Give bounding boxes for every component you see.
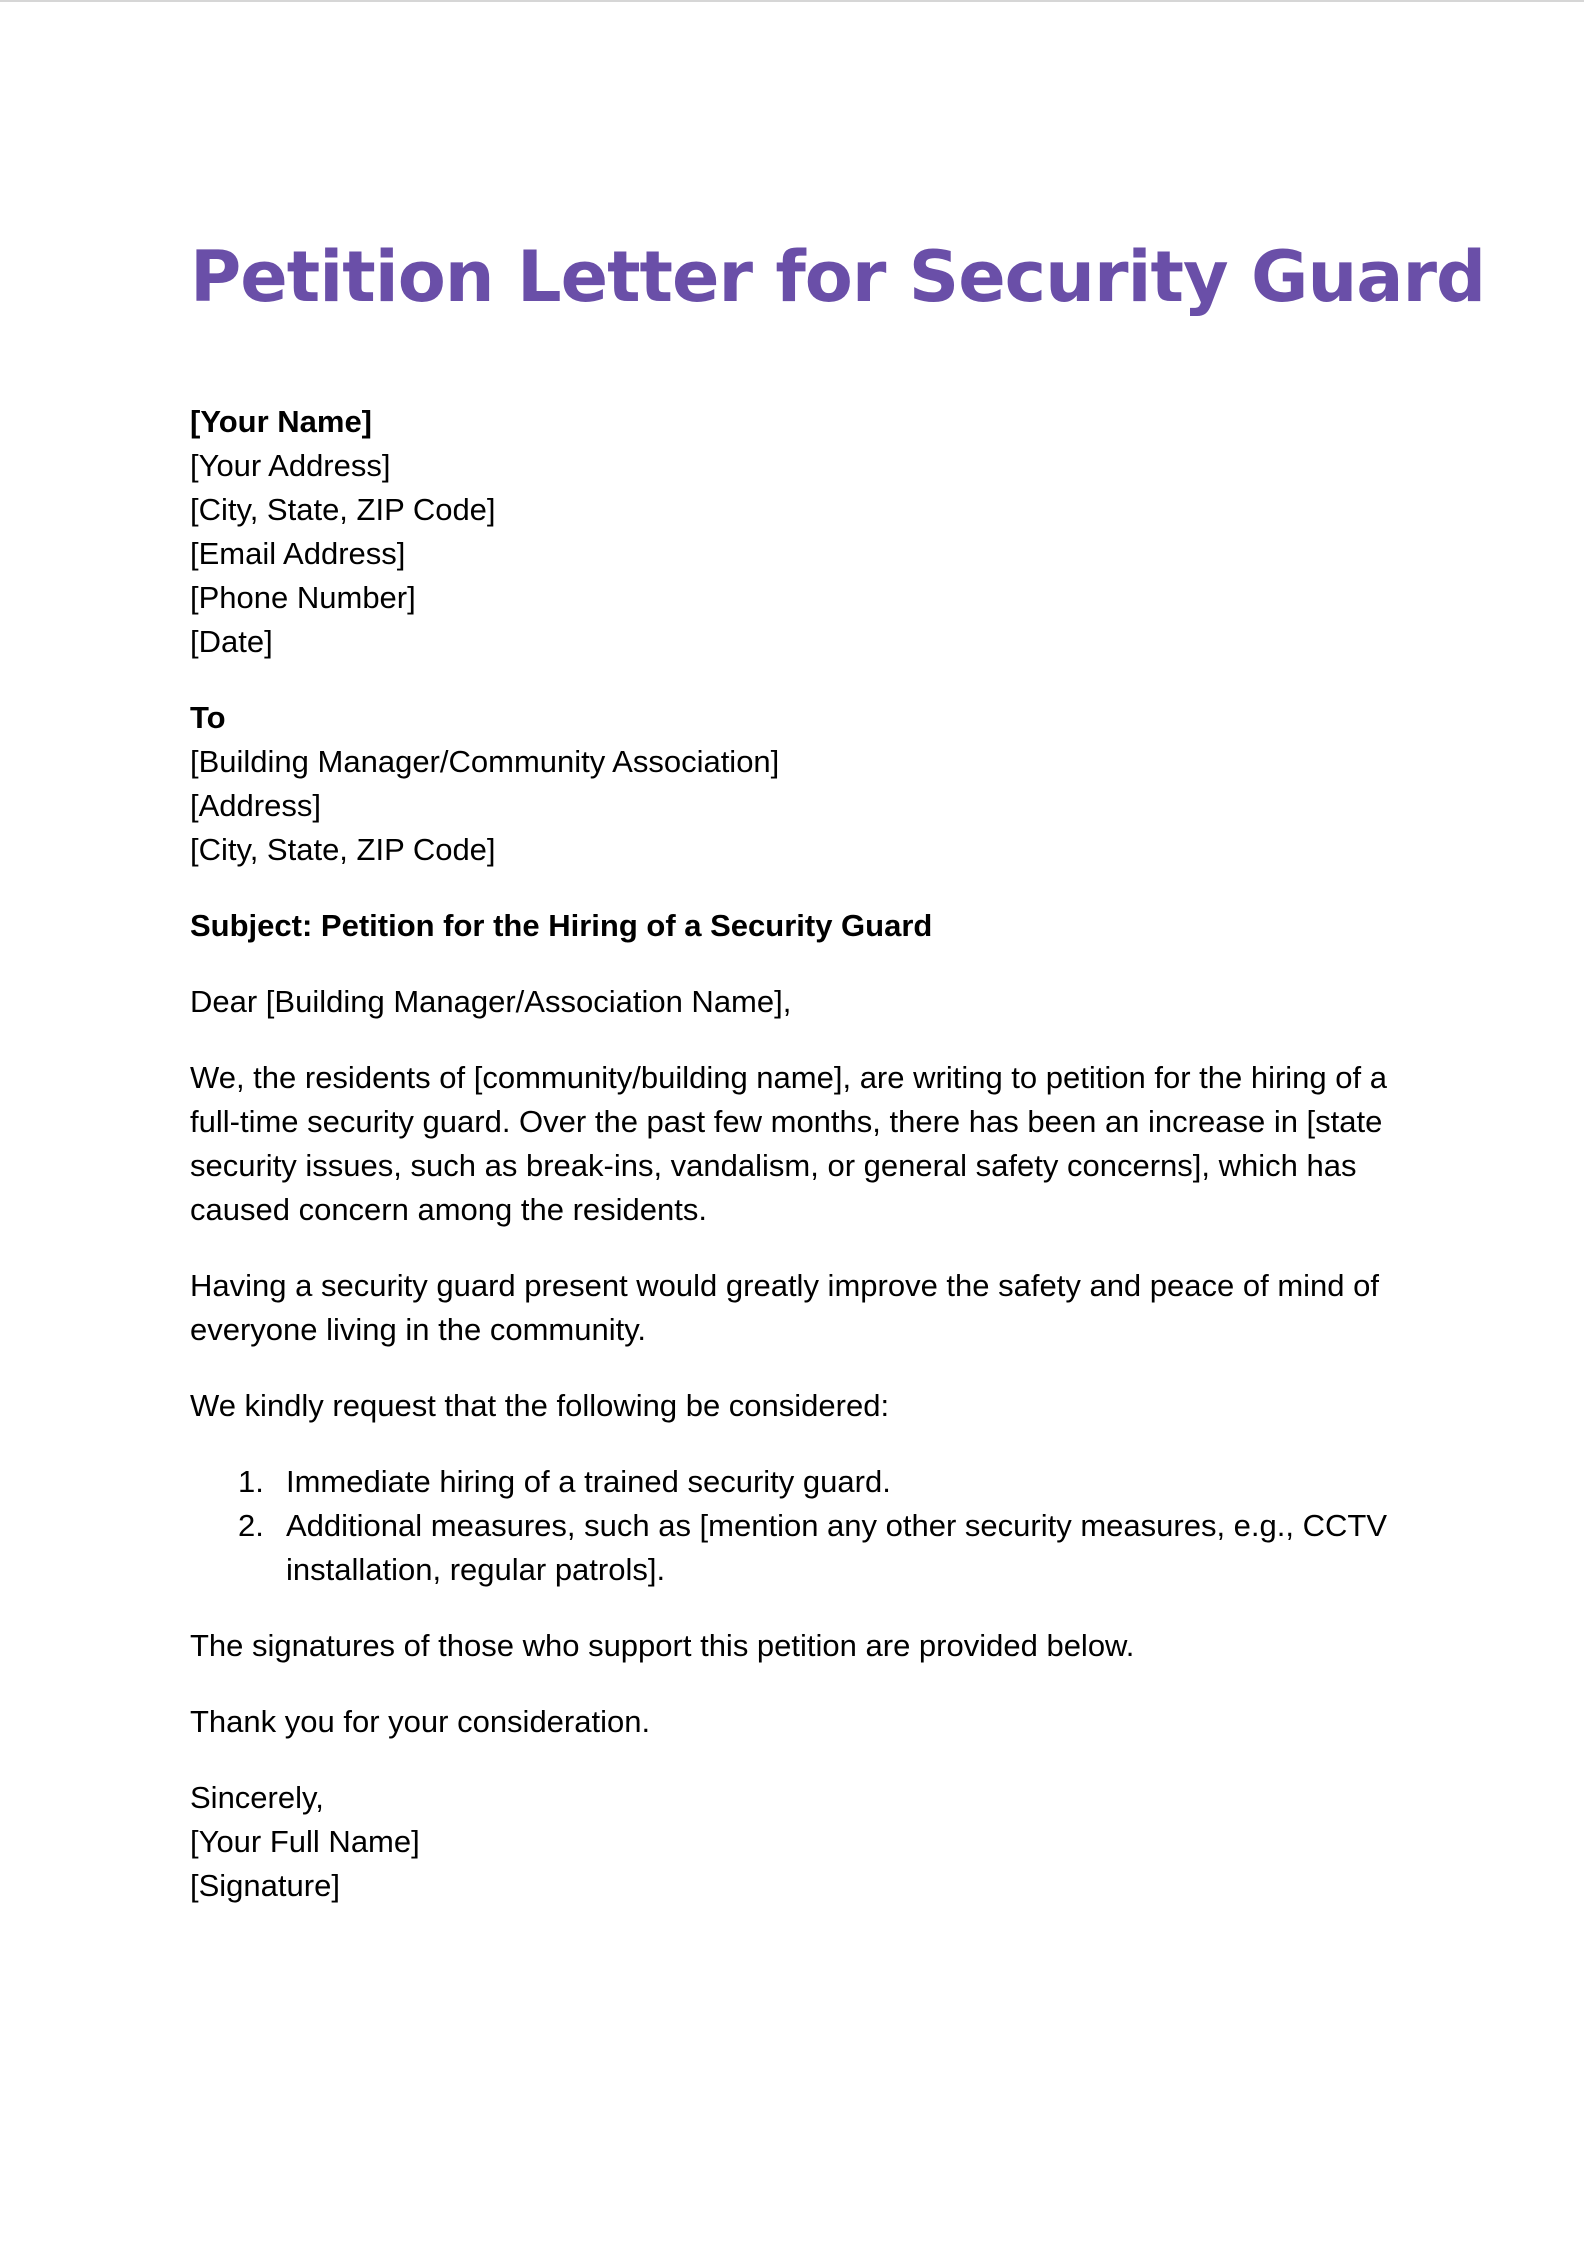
- list-item-number: 2.: [238, 1508, 264, 1543]
- sender-date: [Date]: [190, 624, 273, 659]
- recipient-city-state-zip: [City, State, ZIP Code]: [190, 832, 496, 867]
- list-item-text: Immediate hiring of a trained security guard.: [286, 1464, 891, 1499]
- closing-paragraph-2: Thank you for your consideration.: [190, 1704, 651, 1739]
- request-list: [190, 1460, 1410, 1592]
- list-item: [190, 1504, 1410, 1592]
- recipient-address: [Address]: [190, 788, 321, 823]
- list-item: [190, 1460, 1410, 1504]
- list-item-text: Additional measures, such as [mention any other security measures, e.g., CCTV installation, regular patrols].: [286, 1508, 1387, 1587]
- body-paragraph-3: We kindly request that the following be considered:: [190, 1388, 890, 1423]
- valediction: Sincerely,: [190, 1780, 324, 1815]
- body-paragraph-1: We, the residents of [community/building name], are writing to petition for the hiring of a full-time security guard. Over the past few months, there has been an increase in [state security issues, such as break-ins, vandalism, or general safety concerns], which has caused concern among the residents.: [190, 1060, 1387, 1227]
- body-paragraph-2: Having a security guard present would greatly improve the safety and peace of mind of everyone living in the community.: [190, 1268, 1379, 1347]
- recipient-block: [190, 696, 1410, 872]
- recipient-name: [Building Manager/Community Association]: [190, 744, 780, 779]
- list-item-number: 1.: [238, 1464, 264, 1499]
- document-title: Petition Letter for Security Guard: [190, 236, 1486, 318]
- signoff-full-name: [Your Full Name]: [190, 1824, 420, 1859]
- closing-paragraph-1: The signatures of those who support this petition are provided below.: [190, 1628, 1135, 1663]
- sender-phone: [Phone Number]: [190, 580, 416, 615]
- sender-name: [Your Name]: [190, 404, 373, 439]
- sender-address: [Your Address]: [190, 448, 391, 483]
- signoff-block: [190, 1776, 1410, 1908]
- sender-block: [190, 400, 1410, 664]
- sender-city-state-zip: [City, State, ZIP Code]: [190, 492, 496, 527]
- sender-email: [Email Address]: [190, 536, 406, 571]
- salutation: Dear [Building Manager/Association Name],: [190, 984, 792, 1019]
- signoff-signature: [Signature]: [190, 1868, 340, 1903]
- page-top-border: [0, 0, 1584, 2]
- recipient-label: To: [190, 700, 226, 735]
- subject-line: Subject: Petition for the Hiring of a Security Guard: [190, 908, 933, 943]
